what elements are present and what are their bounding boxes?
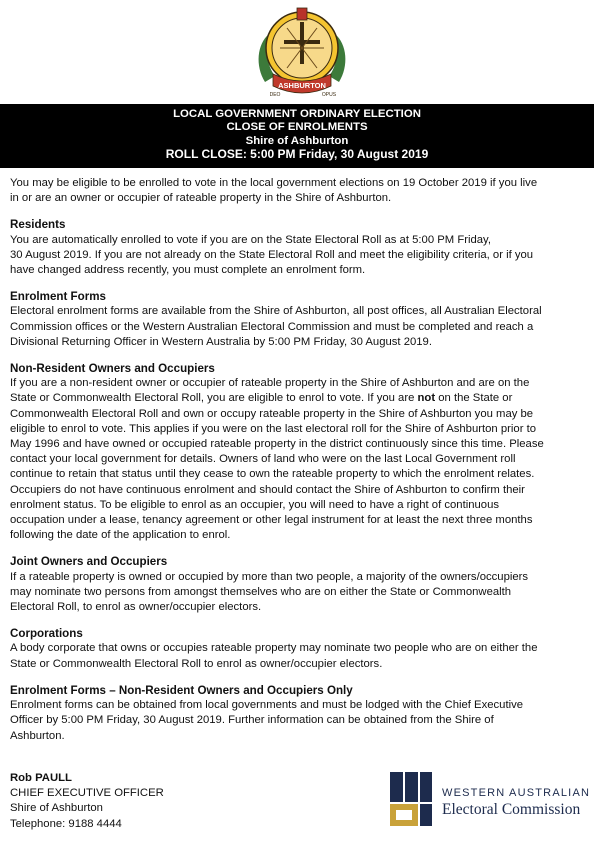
signatory-name: Rob PAULL [10, 772, 72, 784]
paragraph-line: may nominate two persons from amongst themselves who are on either the State or Commonwealth [10, 585, 512, 598]
crest-motto-left: DEO [269, 92, 281, 98]
shire-crest-icon [251, 4, 353, 104]
paragraph-line: You are automatically enrolled to vote if you are on the State Electoral Roll as at 5:00 PM Friday, [10, 233, 492, 246]
paragraph-line: Electoral Roll, to enrol as owner/occupier electors. [10, 601, 262, 614]
paragraph-line: Enrolment forms can be obtained from local governments and must be lodged with the Chief Executive [10, 699, 524, 712]
paragraph-line: Commission offices or the Western Australian Electoral Commission and must be completed and reach a [10, 320, 534, 333]
paragraph-line: occupation under a lease, tenancy agreement or other legal instrument for at least the next three months [10, 514, 533, 527]
signatory-org: Shire of Ashburton [10, 802, 103, 815]
paragraph-line: Commonwealth Electoral Roll and own or occupy rateable property in the Shire of Ashburton you may be [10, 407, 534, 420]
waec-name-line1: WESTERN AUSTRALIAN [442, 787, 591, 799]
section-heading-enrolment-forms: Enrolment Forms [10, 290, 106, 304]
paragraph-line: enrolment status. To be eligible to enrol as an occupier, you will need to have a right of continuous [10, 498, 499, 511]
paragraph-line: contact your local government for details. Owners of land who were on the last Local Government roll [10, 453, 516, 466]
signature-block [10, 771, 164, 832]
text-run: State or Commonwealth Electoral Roll, you are eligible to enrol to vote. If you are [10, 392, 418, 405]
section-heading-corporations: Corporations [10, 627, 83, 641]
section-heading-non-resident: Non-Resident Owners and Occupiers [10, 362, 215, 376]
section-heading-residents: Residents [10, 218, 66, 232]
signatory-phone: Telephone: 9188 4444 [10, 817, 122, 830]
banner-shire: Shire of Ashburton [245, 134, 349, 147]
header-logo-area [0, 0, 594, 106]
paragraph-line: continue to retain that status until they cease to own the rateable property to which the enrolment relates. [10, 468, 535, 481]
paragraph-line: Electoral enrolment forms are available from the Shire of Ashburton, all post offices, all Australian Electoral [10, 305, 542, 318]
emphasis-not: not [417, 392, 436, 405]
waec-logo [388, 770, 591, 830]
signatory-title: CHIEF EXECUTIVE OFFICER [10, 787, 164, 800]
crest-banner-text: ASHBURTON [278, 81, 326, 90]
paragraph-line: have changed address recently, you must complete an enrolment form. [10, 264, 366, 277]
paragraph-line: 30 August 2019. If you are not already on the State Electoral Roll and meet the eligibility criteria, or if you [10, 248, 534, 261]
paragraph-line: A body corporate that owns or occupies rateable property may nominate two people who are on either the [10, 642, 538, 655]
section-heading-nr-forms: Enrolment Forms – Non-Resident Owners and Occupiers Only [10, 683, 353, 697]
banner-title: LOCAL GOVERNMENT ORDINARY ELECTION [173, 108, 421, 120]
paragraph-line: Officer by 5:00 PM Friday, 30 August 2019. Further information can be obtained from the Shire of [10, 714, 494, 727]
waec-emblem-icon [388, 770, 434, 828]
paragraph-line: following the date of the application to enrol. [10, 529, 231, 542]
notice-body [10, 176, 588, 744]
paragraph-line: If a rateable property is owned or occupied by more than two people, a majority of the owners/occupiers [10, 570, 529, 583]
text-run: on the State or [435, 392, 513, 405]
section-heading-joint: Joint Owners and Occupiers [10, 555, 168, 569]
election-banner [0, 104, 594, 168]
paragraph-line: Divisional Returning Officer in Western Australia by 5:00 PM Friday, 30 August 2019. [10, 335, 432, 348]
intro-line: You may be eligible to be enrolled to vote in the local government elections on 19 October 2019 if you live [10, 177, 538, 189]
paragraph-line: If you are a non-resident owner or occupier of rateable property in the Shire of Ashburton and are on the [10, 377, 530, 390]
banner-roll-close: ROLL CLOSE: 5:00 PM Friday, 30 August 2019 [165, 147, 429, 162]
crest-motto-right: OPUS [321, 92, 337, 98]
paragraph-line: Ashburton. [10, 729, 65, 742]
paragraph-line [10, 391, 588, 406]
intro-line: in or are an owner or occupier of rateable property in the Shire of Ashburton. [10, 192, 392, 205]
paragraph-line: Occupiers do not have continuous enrolment and should contact the Shire of Ashburton to confirm their [10, 483, 525, 496]
paragraph-line: May 1996 and have owned or occupied rateable property in the district continuously since this time. Please [10, 438, 544, 451]
paragraph-line: State or Commonwealth Electoral Roll to enrol as owner/occupier electors. [10, 657, 383, 670]
waec-name-line2: Electoral Commission [442, 801, 581, 818]
paragraph-line: eligible to enrol to vote. This applies if you were on the last electoral roll for the Shire of Ashburton prior to [10, 422, 537, 435]
banner-subtitle: CLOSE OF ENROLMENTS [226, 121, 368, 134]
